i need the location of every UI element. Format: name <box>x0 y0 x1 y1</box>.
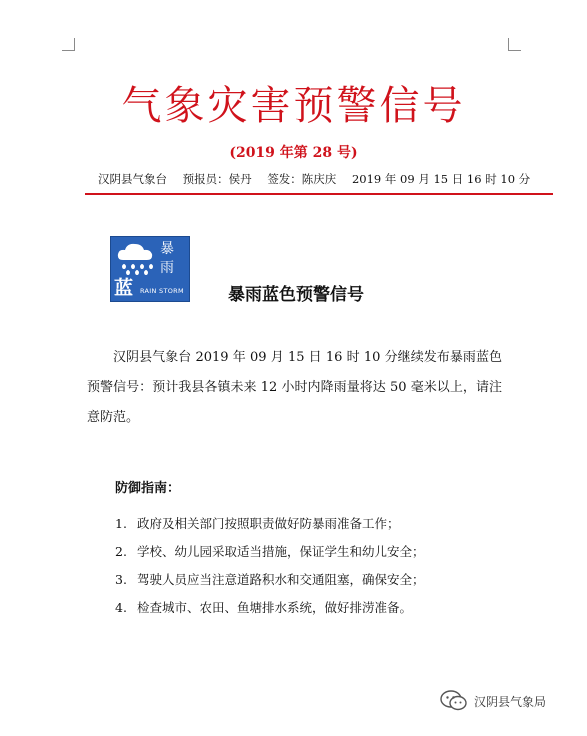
list-item-number: 4. <box>115 600 127 615</box>
main-title: 气象灾害预警信号 <box>121 83 466 129</box>
signer: 签发：陈庆庆 <box>267 172 337 186</box>
meta-line <box>98 170 530 188</box>
badge-char-2: 雨 <box>160 260 174 276</box>
issuer: 汉阴县气象台 <box>98 172 167 186</box>
list-item <box>115 594 425 622</box>
issue-datetime: 2019 年 09 月 15 日 16 时 10 分 <box>351 172 531 186</box>
watermark <box>440 690 546 712</box>
crop-mark-top-right <box>508 38 521 51</box>
signal-title: 暴雨蓝色预警信号 <box>228 285 364 305</box>
watermark-text: 汉阴县气象局 <box>474 694 547 709</box>
list-item <box>115 538 425 566</box>
guide-heading: 防御指南： <box>115 481 181 496</box>
badge-char-1: 暴 <box>160 241 174 257</box>
list-item-number: 1. <box>115 516 127 531</box>
list-item <box>115 566 425 594</box>
cloud-rain-icon <box>115 240 159 278</box>
list-item <box>115 510 425 538</box>
crop-mark-top-left <box>62 38 75 51</box>
list-item-text: 检查城市、农田、鱼塘排水系统，做好排涝准备。 <box>137 600 413 615</box>
list-item-number: 2. <box>115 544 127 559</box>
list-item-text: 学校、幼儿园采取适当措施，保证学生和幼儿安全； <box>137 544 425 559</box>
list-item-number: 3. <box>115 572 127 587</box>
wechat-icon <box>440 690 468 712</box>
body-paragraph: 汉阴县气象台 2019 年 09 月 15 日 16 时 10 分继续发布暴雨蓝色预警信号：预计我县各镇未来 12 小时内降雨量将达 50 毫米以上，请注意防范。 <box>87 350 502 425</box>
red-divider <box>85 193 553 195</box>
list-item-text: 驾驶人员应当注意道路积水和交通阻塞，确保安全； <box>137 572 425 587</box>
doc-number: (2019 年第 28 号) <box>229 145 358 161</box>
badge-english: RAIN STORM <box>140 287 184 295</box>
badge-level-char: 蓝 <box>114 277 134 299</box>
guide-list <box>115 510 425 622</box>
list-item-text: 政府及相关部门按照职责做好防暴雨准备工作； <box>137 516 400 531</box>
rainstorm-blue-badge <box>110 236 190 302</box>
forecaster: 预报员：侯丹 <box>182 172 252 186</box>
